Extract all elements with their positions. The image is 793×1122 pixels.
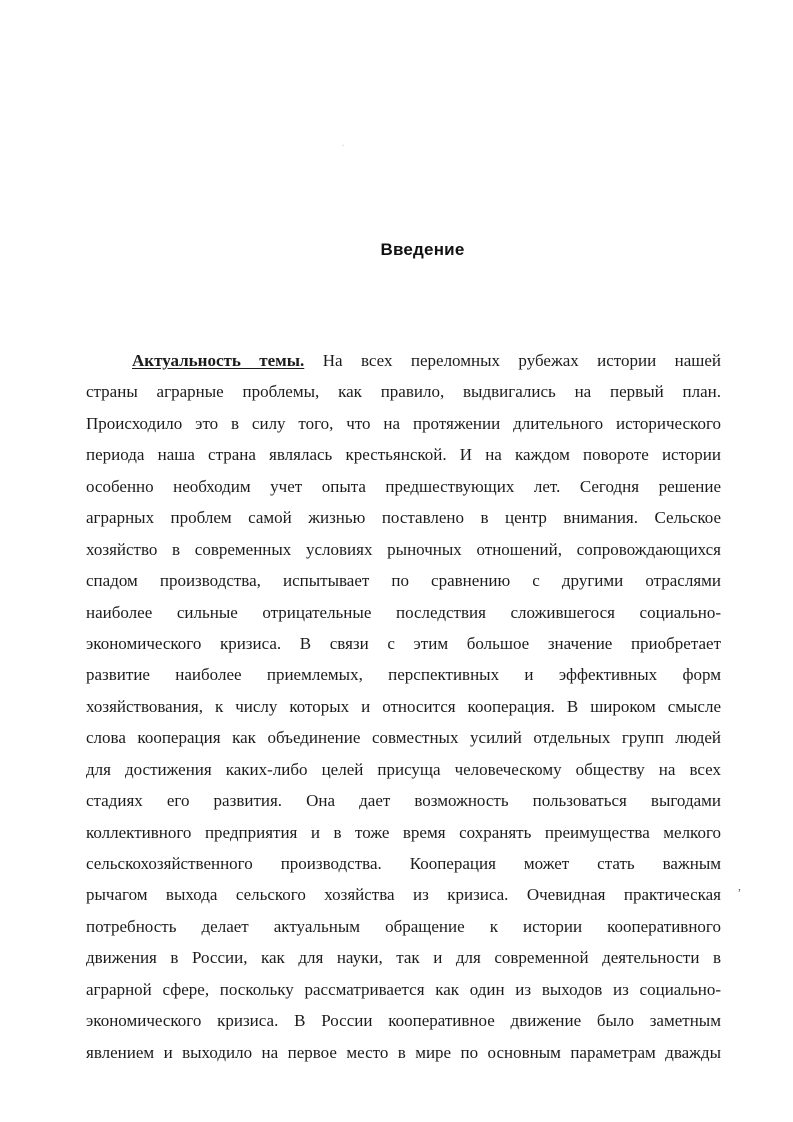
text-line: Происходило это в силу того, что на протяжении длительного исторического <box>86 413 721 433</box>
text-line: хозяйствования, к числу которых и относится кооперация. В широком смысле <box>86 696 721 716</box>
text-line: слова кооперация как объединение совместных усилий отдельных групп людей <box>86 728 721 748</box>
text-line: стадиях его развития. Она дает возможность пользоваться выгодами <box>86 791 721 811</box>
scan-speck: , <box>738 879 741 893</box>
body-text <box>86 345 721 1068</box>
text-line: рычагом выхода сельского хозяйства из кризиса. Очевидная практическая <box>86 885 721 905</box>
text-line: особенно необходим учет опыта предшествующих лет. Сегодня решение <box>86 476 721 496</box>
text-line: для достижения каких-либо целей присуща человеческому обществу на всех <box>86 759 721 779</box>
text-line: хозяйство в современных условиях рыночных отношений, сопровождающихся <box>86 539 721 559</box>
text-line: явлением и выходило на первое место в мире по основным параметрам дважды <box>86 1042 721 1062</box>
text-line: развитие наиболее приемлемых, перспективных и эффективных форм <box>86 665 721 685</box>
text-line: коллективного предприятия и в тоже время сохранять преимущества мелкого <box>86 822 721 842</box>
page-title: Введение <box>380 240 465 259</box>
text-line: потребность делает актуальным обращение к истории кооперативного <box>86 916 721 936</box>
lead-heading: Актуальность темы. <box>132 351 305 370</box>
text-line <box>86 345 721 376</box>
text-line: периода наша страна являлась крестьянской. И на каждом повороте истории <box>86 445 721 465</box>
text-line: движения в России, как для науки, так и для современной деятельности в <box>86 948 721 968</box>
text-line: экономического кризиса. В России кооперативное движение было заметным <box>86 1011 721 1031</box>
text-line: наиболее сильные отрицательные последствия сложившегося социально- <box>86 602 721 622</box>
text-line: сельскохозяйственного производства. Кооперация может стать важным <box>86 854 721 873</box>
text-line-content: На всех переломных рубежах истории нашей <box>322 351 722 370</box>
scan-speck: · <box>342 143 344 149</box>
text-line: экономического кризиса. В связи с этим большое значение приобретает <box>86 633 721 653</box>
text-line: аграрной сфере, поскольку рассматривается как один из выходов из социально- <box>86 979 721 999</box>
text-line: спадом производства, испытывает по сравнению с другими отраслями <box>86 571 721 591</box>
text-line: аграрных проблем самой жизнью поставлено в центр внимания. Сельское <box>86 508 721 528</box>
text-line: страны аграрные проблемы, как правило, выдвигались на первый план. <box>86 382 721 402</box>
